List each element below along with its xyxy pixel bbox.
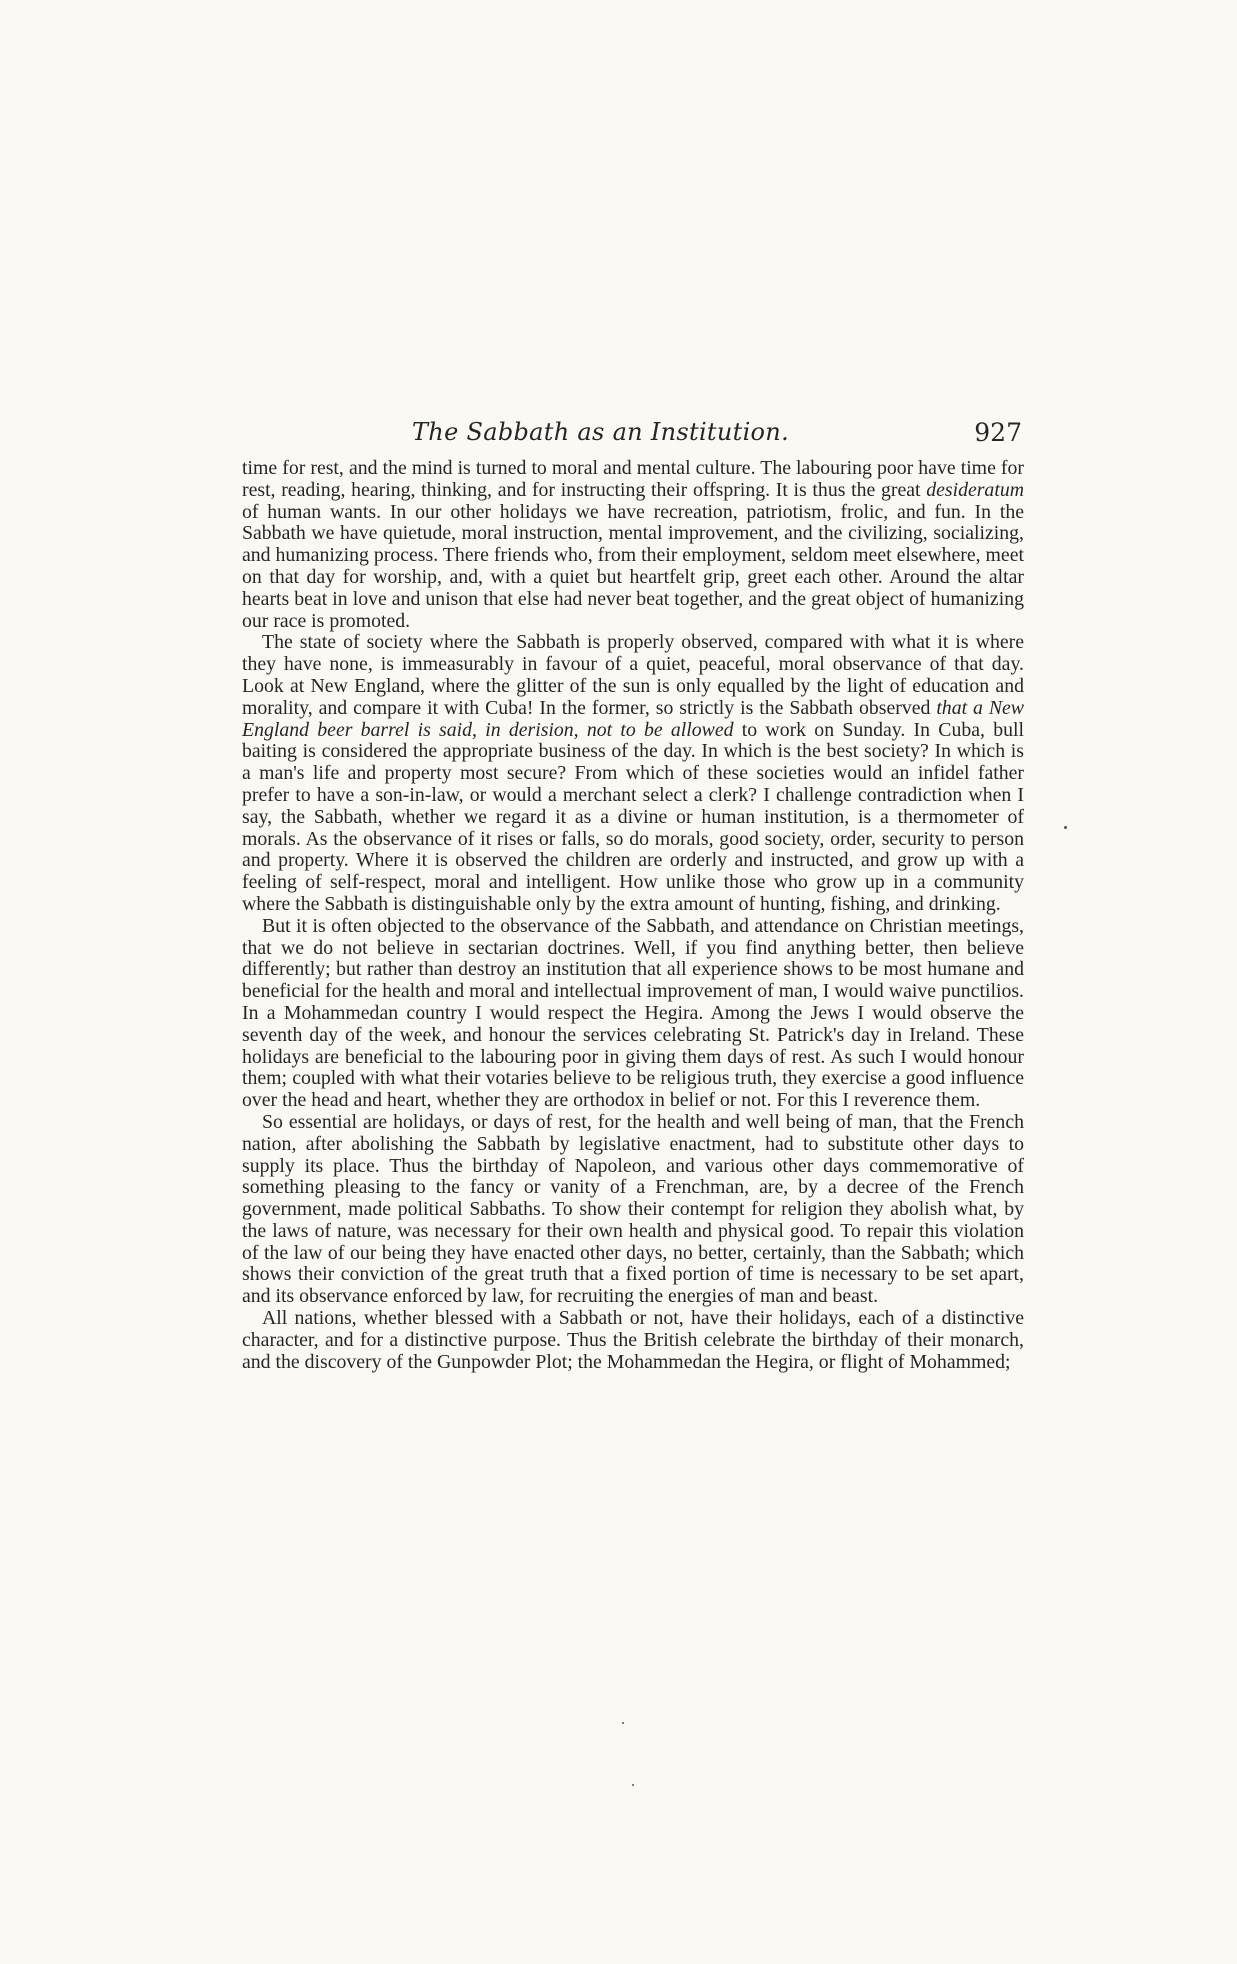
text-run: But it is often objected to the observance of the Sabbath, and attendance on Christian meetings, that we do not believe in sectarian doctrines. Well, if you find anything better, then believe differently; but rather than destroy an institution that all experience shows to be most humane and beneficial for the health and moral and intellectual improvement of man, I would waive punctilios. In a Mohammedan country I would respect the Hegira. Among the Jews I would observe the seventh day of the week, and honour the services celebrating St. Patrick's day in Ireland. These holidays are beneficial to the labouring poor in giving them days of rest. As such I would honour them; coupled with what their votaries believe to be religious truth, they exercise a good influence over the head and heart, whether they are orthodox in belief or not. For this I reverence them.: [242, 914, 1024, 1112]
print-speck: [622, 1722, 624, 1724]
paragraph: [242, 458, 1024, 632]
paragraph: [242, 1308, 1024, 1373]
paragraph: [242, 916, 1024, 1112]
text-run: to work on Sunday. In Cuba, bull baiting is considered the appropriate business of the day. In which is the best society? In which is a man's life and property most secure? From which of these societies would an infidel father prefer to have a son-in-law, or would a merchant select a clerk? I challenge contradiction when I say, the Sabbath, whether we regard it as a divine or human institution, is a thermometer of morals. As the observance of it rises or falls, so do morals, good society, order, security to person and property. Where it is observed the children are orderly and instructed, and grow up with a feeling of self-respect, moral and intelligent. How unlike those who grow up in a community where the Sabbath is distinguishable only by the extra amount of hunting, fishing, and drinking.: [242, 718, 1024, 915]
page-number: 927: [974, 418, 1022, 447]
page-header: [412, 418, 1022, 450]
text-run: of human wants. In our other holidays we have recreation, patriotism, frolic, and fun. In the Sabbath we have quietude, moral instruction, mental improvement, and the civilizing, socializing, and humanizing process. There friends who, from their employment, seldom meet elsewhere, meet on that day for worship, and, with a quiet but heartfelt grip, greet each other. Around the altar hearts beat in love and unison that else had never beat together, and the great object of humanizing our race is promoted.: [242, 500, 1024, 632]
paragraph: [242, 1112, 1024, 1308]
paragraph: [242, 632, 1024, 915]
running-title: The Sabbath as an Institution.: [412, 418, 789, 446]
text-run: The state of society where the Sabbath is properly observed, compared with what it is where they have none, is immeasurably in favour of a quiet, peaceful, moral observance of that day. Look at New England, where the glitter of the sun is only equalled by the light of education and morality, and compare it with Cuba! In the former, so strictly is the Sabbath observed: [242, 631, 1024, 719]
italic-text-run: desideratum: [926, 478, 1024, 501]
italic-text-run: that a New England beer barrel is said, in derision, not to be allowed: [242, 696, 1024, 741]
print-speck: [1064, 826, 1067, 829]
text-run: So essential are holidays, or days of rest, for the health and well being of man, that the French nation, after abolishing the Sabbath by legislative enactment, had to substitute other days to supply its place. Thus the birthday of Napoleon, and various other days commemorative of something pleasing to the fancy or vanity of a Frenchman, are, by a decree of the French government, made political Sabbaths. To show their contempt for religion they abolish what, by the laws of nature, was necessary for their own health and physical good. To repair this violation of the law of our being they have enacted other days, no better, certainly, than the Sabbath; which shows their conviction of the great truth that a fixed portion of time is necessary to be set apart, and its observance enforced by law, for recruiting the energies of man and beast.: [242, 1110, 1024, 1308]
print-speck: [632, 1784, 634, 1786]
article-body: [242, 458, 1024, 1373]
text-run: All nations, whether blessed with a Sabbath or not, have their holidays, each of a distinctive character, and for a distinctive purpose. Thus the British celebrate the birthday of their monarch, and the discovery of the Gunpowder Plot; the Mohammedan the Hegira, or flight of Mohammed;: [242, 1307, 1024, 1373]
text-run: time for rest, and the mind is turned to moral and mental culture. The labouring poor have time for rest, reading, hearing, thinking, and for instructing their offspring. It is thus the great: [242, 457, 1024, 501]
